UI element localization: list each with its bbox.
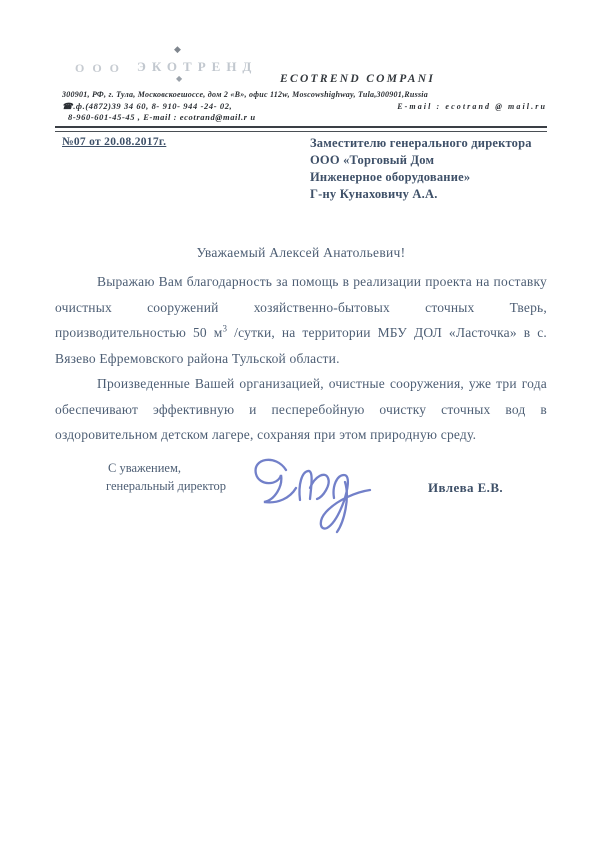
logo-diamond-bottom-icon: ◆	[176, 74, 183, 83]
phone-line: ☎.ф.(4872)39 34 60, 8- 910- 944 -24- 02,	[62, 101, 233, 111]
recipient-line: Инженерное оборудование»	[310, 170, 471, 184]
salutation: Уважаемый Алексей Анатольевич!	[196, 245, 406, 260]
reference-number-date: №07 от 20.08.2017г.	[62, 136, 167, 148]
paragraph-1	[55, 269, 547, 371]
address-line: 300901, РФ, г. Тула, Московскоешоссе, дом 2 «В», офис 112w, Moscowshighway, Tula,300901,Russia	[62, 90, 429, 99]
superscript-3: 3	[222, 323, 228, 334]
logo-ooo-text: ООО	[75, 61, 128, 75]
closing-title: генеральный директор	[106, 479, 227, 493]
logo-brand-text: ЭКОТРЕНД	[137, 59, 258, 74]
company-name: ECOTREND COMPANI	[280, 73, 436, 85]
paragraph-1-text-cont: /сутки, на территории МБУ ДОЛ «Ласточка» в с. Вязево Ефремовского района Тульской области.	[55, 325, 548, 366]
recipient-line: Заместителю генерального директора	[310, 136, 532, 150]
header-divider	[55, 126, 547, 132]
paragraph-1-text: Выражаю Вам благодарность за помощь в реализации проекта на поставку очистных сооружений хозяйственно-бытовых сточных Тверь, производительностью 50 м	[55, 274, 547, 340]
logo-diamond-top-icon: ◆	[174, 44, 181, 54]
recipient-line: ООО «Торговый Дом	[310, 153, 435, 167]
signer-name: Ивлева Е.В.	[428, 480, 504, 495]
recipient-line: Г-ну Кунаховичу А.А.	[310, 187, 438, 201]
letter-body	[55, 269, 547, 448]
paragraph-2: Произведенные Вашей организацией, очистные сооружения, уже три года обеспечивают эффективную и песперебойную очистку сточных вод в оздоровительном детском лагере, сохраняя при этом природную среду.	[55, 376, 547, 442]
email-address: E-mail : ecotrand @ mail.ru	[397, 102, 547, 111]
closing-regards: С уважением,	[108, 461, 181, 475]
phone-line-2: 8-960-601-45-45 , E-mail : ecotrand@mail.r u	[68, 112, 256, 122]
handwritten-signature	[244, 450, 400, 538]
recipient-block	[310, 135, 555, 203]
